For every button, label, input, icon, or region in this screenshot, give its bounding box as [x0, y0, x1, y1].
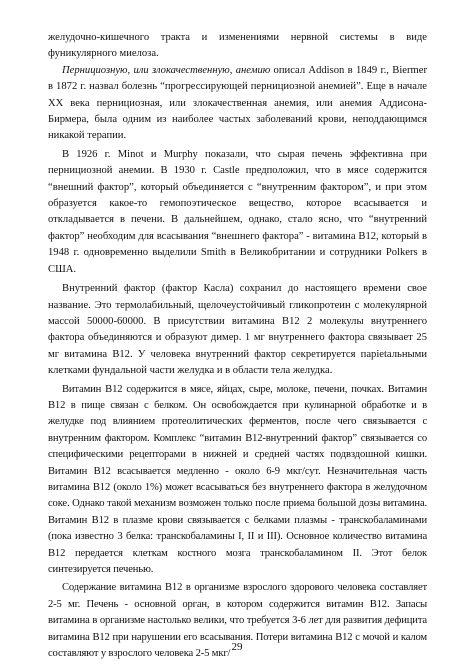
paragraph-text: В 1926 г. Minot и Murphy показали, что сырая печень эффективна при пернициозной анемии. В 1930 г. Castle предположил, что в мясе содержится “внешний фактор”, который объединяется с “внутренним фактором”, и при этом образуется какое-то гемопоэтическое вещество, которое всасывается и откладывается в печени. В дальнейшем, однако, стало ясно, что “внутренний фактор” необходим для всасывания “внешнего фактора” - витамина В12, который в 1948 г. одновременно выделили Smith в Великобритании и сотрудники Polkers в США. [48, 148, 427, 275]
paragraph-continuation [48, 30, 427, 63]
paragraph-text: Внутренний фактор (фактор Касла) сохранил до настоящего времени свое название. Это термолабильный, щелочеустойчивый гликопротеин с молекулярной массой 50000-60000. В присутствии витамина В12 2 молекулы внутреннего фактора объединяются и образуют димер. 1 мг внутреннего фактора связывает 25 мг витамина В12. У человека внутренний фактор секретируется парietальными клетками фундальной части желудка и в области тела желудка. [48, 283, 427, 377]
paragraph-text: описал Addison в 1849 г., Biermer в 1872 г. назвал болезнь “прогрессирующей пернициозной анемией”. Еще в начале ХХ века пернициозная, или злокачественная анемия, или анемия Аддисона-Бирмера, была одним из наиболее частых заболеваний крови, неподдающимся никакой терапии. [48, 64, 427, 142]
paragraph-b12-sources-absorption [48, 382, 427, 579]
paragraph-text: желудочно-кишечного тракта и изменениями нервной системы в виде фуникулярного миелоза. [48, 32, 427, 60]
paragraph-text: Витамин В12 содержится в мясе, яйцах, сыре, молоке, печени, почках. Витамин В12 в пище связан с белком. Он освобождается при кулинарной обработке и в желудке под влиянием протеолитических ферментов, после чего связывается с внутренним фактором. Комплекс “витамин В12-внутренний фактор” связывается со специфическими рецепторами в нижней и средней частях подвздошной кишки. Витамин В12 всасывается медленно - около 6-9 мкг/сут. Незначительная часть витамина В12 (около 1%) может всасываться без внутреннего фактора в желудочном соке. Однако такой механизм возможен только после приема большой дозы витамина. Витамин В12 в плазме крови связывается с белками плазмы - транскобаламинами (пока известно 3 белка: транскобаламины I, II и III). Основное количество витамина В12 передается клеткам костного мозга транскобаламином II. Этот белок синтезируется печенью. [48, 383, 427, 575]
paragraph-minot-murphy-castle [48, 147, 427, 278]
page-number: 29 [231, 641, 243, 653]
paragraph-text: Содержание витамина В12 в организме взрослого здорового человека составляет 2-5 мг. Печень - основной орган, в котором содержится витамин В12. Запасы витамина в организме настолько велики, что требуется 3-6 лет для развития дефицита витамина В12 при нарушении его всасывания. Потери витамина В12 с мочой и калом составляют у взрослого человека 2-5 мкг/ [48, 582, 427, 660]
paragraph-intrinsic-factor [48, 281, 427, 379]
paragraph-pernicious-anemia-history [48, 63, 427, 145]
italic-term: Пернициозную, или злокачественную, анемию [62, 64, 271, 76]
